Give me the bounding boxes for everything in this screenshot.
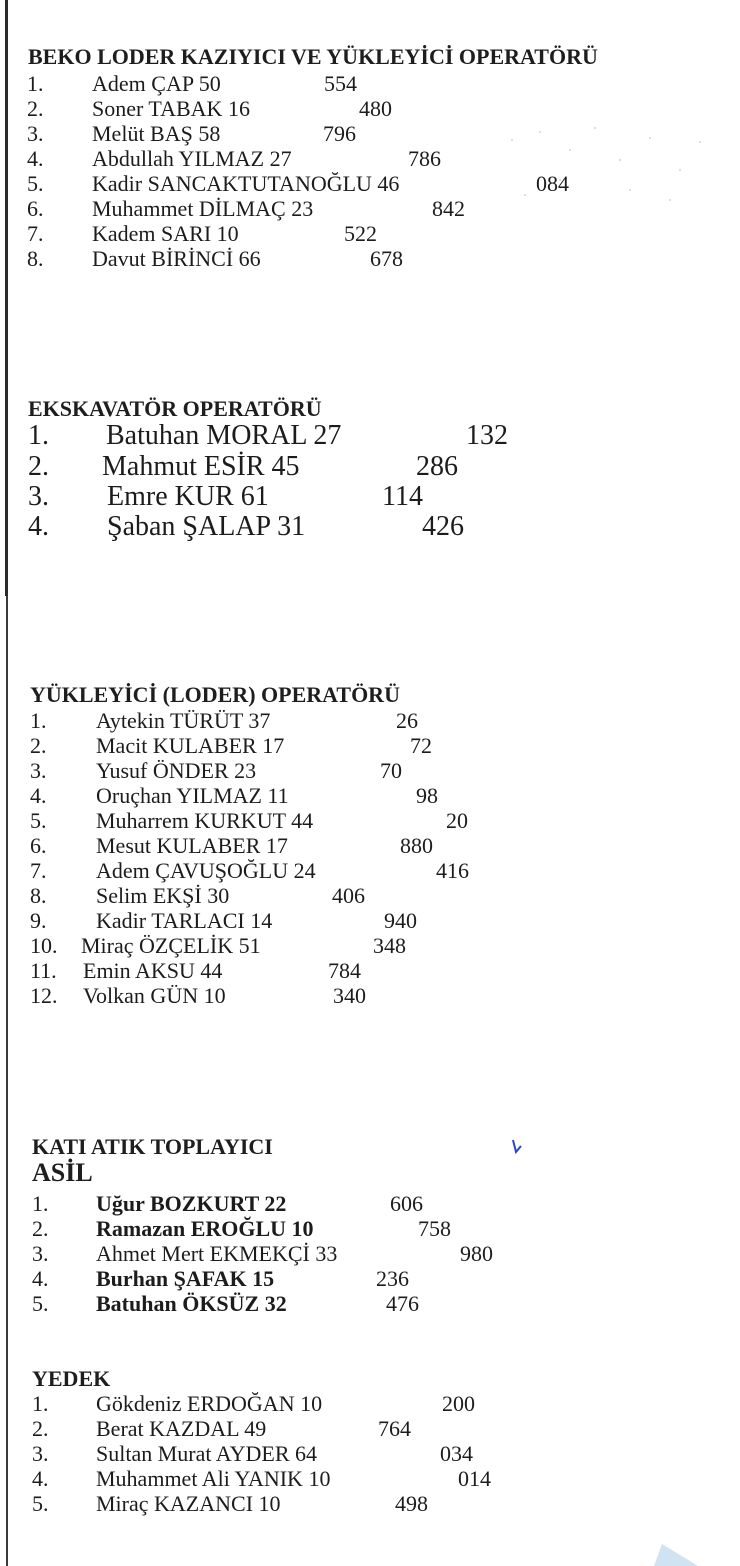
item-code: 70 — [380, 758, 402, 783]
item-number: 4. — [30, 783, 47, 808]
list-item — [0, 1241, 740, 1267]
item-number: 7. — [27, 221, 44, 246]
item-name: Berat KAZDAL 49 — [96, 1416, 267, 1441]
section-title: YEDEK — [32, 1366, 111, 1391]
item-number: 10. — [30, 933, 58, 958]
item-number: 5. — [27, 171, 44, 196]
list-item — [0, 146, 740, 172]
item-name: Muhammet DİLMAÇ 23 — [92, 196, 314, 221]
item-code: 476 — [386, 1291, 419, 1316]
item-number: 1. — [27, 71, 44, 96]
item-name: Uğur BOZKURT 22 — [96, 1191, 287, 1216]
list-item — [0, 1441, 740, 1467]
item-code: 758 — [418, 1216, 451, 1241]
item-code: 014 — [458, 1466, 491, 1491]
item-number: 6. — [27, 196, 44, 221]
item-number: 2. — [28, 451, 49, 482]
item-code: 20 — [446, 808, 468, 833]
list-item — [0, 933, 740, 959]
item-name: Abdullah YILMAZ 27 — [92, 146, 292, 171]
item-code: 416 — [436, 858, 469, 883]
list-item — [0, 196, 740, 222]
item-name: Ramazan EROĞLU 10 — [96, 1216, 314, 1241]
item-code: 236 — [376, 1266, 409, 1291]
item-number: 2. — [27, 96, 44, 121]
list-item — [0, 511, 740, 543]
item-code: 940 — [384, 908, 417, 933]
item-number: 8. — [30, 883, 47, 908]
item-code: 084 — [536, 171, 569, 196]
item-name: Davut BİRİNCİ 66 — [92, 246, 261, 271]
item-code: 98 — [416, 783, 438, 808]
item-code: 406 — [332, 883, 365, 908]
item-number: 11. — [30, 958, 57, 983]
item-code: 796 — [323, 121, 356, 146]
item-number: 2. — [30, 733, 47, 758]
item-name: Melüt BAŞ 58 — [92, 121, 221, 146]
item-name: Batuhan MORAL 27 — [106, 420, 342, 451]
item-name: Aytekin TÜRÜT 37 — [96, 708, 271, 733]
item-name: Mahmut ESİR 45 — [102, 451, 300, 482]
item-name: Kadem SARI 10 — [92, 221, 239, 246]
list-item — [0, 883, 740, 909]
item-code: 522 — [344, 221, 377, 246]
section-title: KATI ATIK TOPLAYICI — [32, 1134, 273, 1159]
list-item — [0, 808, 740, 834]
item-name: Macit KULABER 17 — [96, 733, 285, 758]
item-name: Gökdeniz ERDOĞAN 10 — [96, 1391, 323, 1416]
item-code: 114 — [382, 481, 423, 512]
list-item — [0, 121, 740, 147]
item-number: 3. — [32, 1241, 49, 1266]
item-number: 3. — [32, 1441, 49, 1466]
item-name: Kadir TARLACI 14 — [96, 908, 273, 933]
item-number: 4. — [27, 146, 44, 171]
list-item — [0, 221, 740, 247]
item-code: 426 — [422, 511, 464, 542]
list-item — [0, 708, 740, 734]
item-code: 26 — [396, 708, 418, 733]
list-item — [0, 420, 740, 452]
list-item — [0, 71, 740, 97]
item-number: 1. — [30, 708, 47, 733]
item-code: 72 — [410, 733, 432, 758]
item-code: 842 — [432, 196, 465, 221]
list-item — [0, 1391, 740, 1417]
item-number: 9. — [30, 908, 47, 933]
item-name: Miraç KAZANCI 10 — [96, 1491, 281, 1516]
item-code: 784 — [328, 958, 361, 983]
item-name: Muhammet Ali YANIK 10 — [96, 1466, 331, 1491]
item-name: Şaban ŞALAP 31 — [107, 511, 306, 542]
item-name: Volkan GÜN 10 — [83, 983, 226, 1008]
item-code: 348 — [373, 933, 406, 958]
item-number: 2. — [32, 1216, 49, 1241]
item-number: 1. — [28, 420, 49, 451]
list-item — [0, 1191, 740, 1217]
item-code: 554 — [324, 71, 357, 96]
item-number: 3. — [27, 121, 44, 146]
item-name: Burhan ŞAFAK 15 — [96, 1266, 275, 1291]
list-item — [0, 783, 740, 809]
section-subtitle: ASİL — [32, 1158, 93, 1187]
item-number: 12. — [30, 983, 58, 1008]
item-code: 034 — [440, 1441, 473, 1466]
list-item — [0, 1491, 740, 1517]
list-item — [0, 481, 740, 513]
item-number: 2. — [32, 1416, 49, 1441]
item-code: 200 — [442, 1391, 475, 1416]
item-code: 678 — [370, 246, 403, 271]
item-number: 6. — [30, 833, 47, 858]
item-name: Batuhan ÖKSÜZ 32 — [96, 1291, 287, 1316]
list-item — [0, 733, 740, 759]
item-number: 3. — [28, 481, 49, 512]
list-item — [0, 758, 740, 784]
item-name: Selim EKŞİ 30 — [96, 883, 230, 908]
list-item — [0, 96, 740, 122]
item-name: Kadir SANCAKTUTANOĞLU 46 — [92, 171, 400, 196]
section-title: EKSKAVATÖR OPERATÖRÜ — [28, 396, 322, 421]
item-name: Ahmet Mert EKMEKÇİ 33 — [96, 1241, 338, 1266]
item-number: 1. — [32, 1391, 49, 1416]
item-name: Sultan Murat AYDER 64 — [96, 1441, 318, 1466]
item-code: 764 — [378, 1416, 411, 1441]
item-name: Emre KUR 61 — [107, 481, 269, 512]
item-code: 498 — [395, 1491, 428, 1516]
list-item — [0, 1466, 740, 1492]
item-name: Miraç ÖZÇELİK 51 — [81, 933, 261, 958]
item-code: 340 — [333, 983, 366, 1008]
list-item — [0, 451, 740, 483]
list-item — [0, 858, 740, 884]
list-item — [0, 246, 740, 272]
item-name: Soner TABAK 16 — [92, 96, 250, 121]
section-title: YÜKLEYİCİ (LODER) OPERATÖRÜ — [30, 682, 400, 707]
item-number: 7. — [30, 858, 47, 883]
item-code: 286 — [416, 451, 458, 482]
item-number: 5. — [32, 1491, 49, 1516]
item-number: 4. — [32, 1266, 49, 1291]
list-item — [0, 908, 740, 934]
item-name: Muharrem KURKUT 44 — [96, 808, 314, 833]
item-name: Adem ÇAVUŞOĞLU 24 — [96, 858, 316, 883]
item-number: 4. — [28, 511, 49, 542]
item-code: 132 — [466, 420, 508, 451]
list-item — [0, 1416, 740, 1442]
item-name: Adem ÇAP 50 — [92, 71, 221, 96]
list-item — [0, 833, 740, 859]
item-number: 8. — [27, 246, 44, 271]
list-item — [0, 958, 740, 984]
list-item — [0, 983, 740, 1009]
section-title: BEKO LODER KAZIYICI VE YÜKLEYİCİ OPERATÖRÜ — [28, 44, 598, 69]
item-code: 480 — [359, 96, 392, 121]
item-name: Yusuf ÖNDER 23 — [96, 758, 257, 783]
item-number: 3. — [30, 758, 47, 783]
item-name: Mesut KULABER 17 — [96, 833, 288, 858]
list-item — [0, 1291, 740, 1317]
item-number: 1. — [32, 1191, 49, 1216]
item-name: Oruçhan YILMAZ 11 — [96, 783, 289, 808]
corner-stamp-icon — [652, 1540, 700, 1566]
item-number: 5. — [32, 1291, 49, 1316]
list-item — [0, 171, 740, 197]
list-item — [0, 1266, 740, 1292]
item-name: Emin AKSU 44 — [83, 958, 223, 983]
item-number: 4. — [32, 1466, 49, 1491]
item-code: 880 — [400, 833, 433, 858]
item-code: 980 — [460, 1241, 493, 1266]
list-item — [0, 1216, 740, 1242]
item-code: 606 — [390, 1191, 423, 1216]
ink-mark-icon — [510, 1138, 524, 1158]
item-code: 786 — [408, 146, 441, 171]
item-number: 5. — [30, 808, 47, 833]
